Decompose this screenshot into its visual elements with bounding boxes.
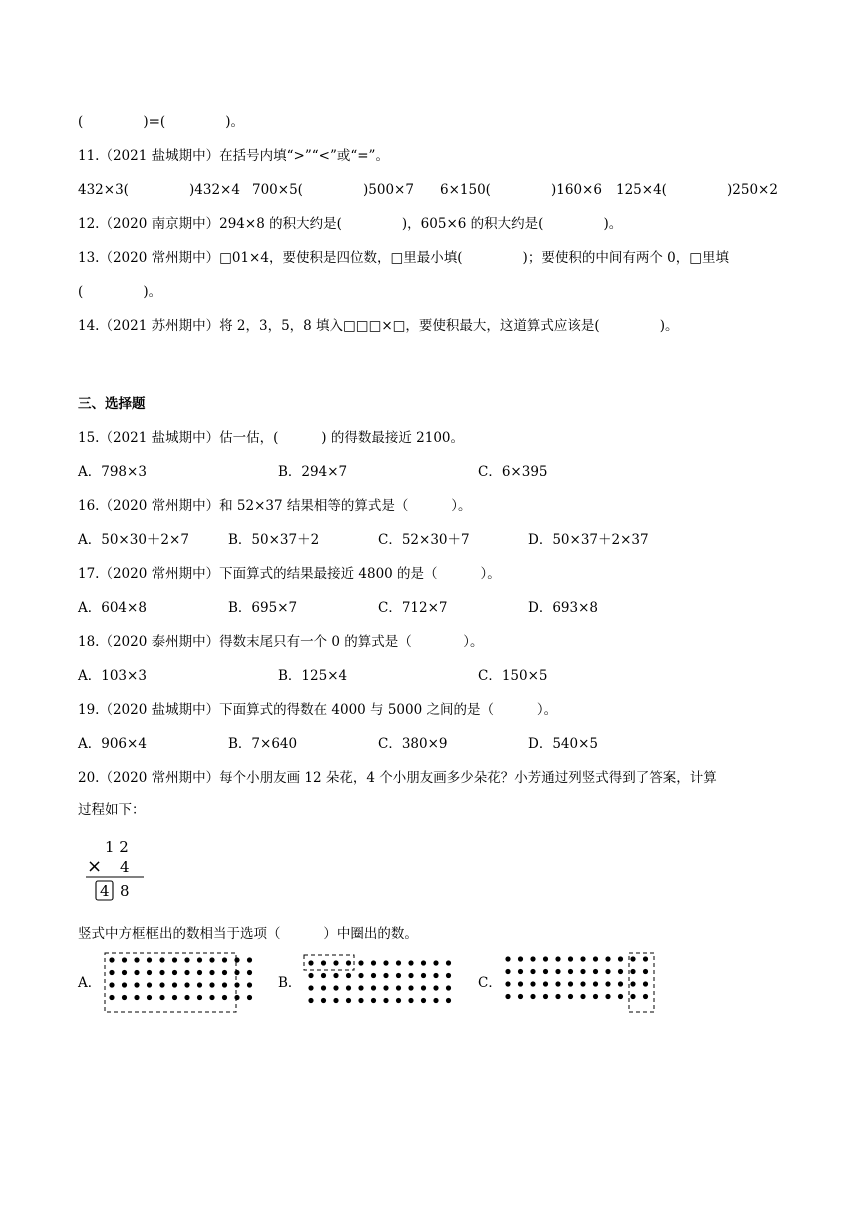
dot [568, 994, 573, 999]
dot [308, 985, 313, 990]
dot [122, 982, 127, 987]
dot [408, 998, 413, 1003]
q20-option-b-label: B． [278, 975, 302, 991]
dot [643, 994, 648, 999]
dot [321, 973, 326, 978]
dot [383, 985, 388, 990]
dot [371, 985, 376, 990]
dot [159, 995, 164, 1000]
dot [543, 956, 548, 961]
dot [247, 957, 252, 962]
q19-option-c: C．380×9 [378, 736, 448, 752]
dot [433, 998, 438, 1003]
dot [568, 956, 573, 961]
dot [333, 985, 338, 990]
dot [197, 995, 202, 1000]
dot [580, 969, 585, 974]
dot [568, 981, 573, 986]
q20-option-a-label: A． [78, 975, 102, 991]
dot [371, 973, 376, 978]
dot [222, 995, 227, 1000]
dot [147, 995, 152, 1000]
dot [618, 969, 623, 974]
dot [234, 970, 239, 975]
dot [593, 981, 598, 986]
dot [518, 969, 523, 974]
dot [308, 998, 313, 1003]
dot [122, 957, 127, 962]
q17-option-d: D．693×8 [528, 600, 598, 616]
dot [184, 970, 189, 975]
dot [630, 994, 635, 999]
dot [358, 960, 363, 965]
section-title: 三、选择题 [78, 396, 146, 412]
dot [618, 981, 623, 986]
question-13-continued: ( )。 [78, 284, 163, 300]
dot [555, 969, 560, 974]
dot [209, 982, 214, 987]
dot [234, 995, 239, 1000]
question-20-continued: 过程如下： [78, 802, 146, 818]
dot [147, 970, 152, 975]
dot [159, 970, 164, 975]
dot [505, 981, 510, 986]
dot [109, 995, 114, 1000]
dot [518, 994, 523, 999]
dot [159, 957, 164, 962]
dot [518, 981, 523, 986]
dot [333, 998, 338, 1003]
dot [396, 973, 401, 978]
dot [197, 982, 202, 987]
dot [346, 985, 351, 990]
q18-option-a: A．103×3 [78, 668, 147, 684]
question-17: 17.（2020 常州期中）下面算式的结果最接近 4800 的是（ ）。 [78, 566, 501, 582]
question-12: 12.（2020 南京期中）294×8 的积大约是( )，605×6 的积大约是( )。 [78, 216, 623, 232]
calc-multiply-sign: × [87, 856, 103, 877]
dot [530, 956, 535, 961]
calc-top-number: 1 2 [105, 838, 129, 856]
q20-option-b-dot-array [300, 952, 465, 1014]
dot [630, 969, 635, 974]
dot [421, 960, 426, 965]
dot [247, 982, 252, 987]
dot [446, 960, 451, 965]
dot [109, 957, 114, 962]
dot [421, 985, 426, 990]
dot [197, 970, 202, 975]
dot [618, 956, 623, 961]
dot [433, 960, 438, 965]
calc-multiplier: 4 [120, 858, 130, 876]
dot [109, 970, 114, 975]
dot [308, 973, 313, 978]
dot [358, 973, 363, 978]
q19-option-d: D．540×5 [528, 736, 598, 752]
dot [134, 957, 139, 962]
dot [109, 982, 114, 987]
q15-option-a: A．798×3 [78, 464, 147, 480]
q11-comparison-2: 700×5( )500×7 [252, 182, 414, 198]
question-19: 19.（2020 盐城期中）下面算式的得数在 4000 与 5000 之间的是（ ）。 [78, 702, 558, 718]
dot [358, 985, 363, 990]
dot [383, 960, 388, 965]
dot [234, 957, 239, 962]
dot [408, 985, 413, 990]
dot [543, 969, 548, 974]
dot [383, 973, 388, 978]
dot [605, 994, 610, 999]
dot [172, 982, 177, 987]
dot [371, 960, 376, 965]
dot [421, 973, 426, 978]
dot [247, 970, 252, 975]
dot [234, 982, 239, 987]
dot [383, 998, 388, 1003]
dot [505, 994, 510, 999]
dot [172, 970, 177, 975]
dot [396, 985, 401, 990]
q16-option-b: B．50×37＋2 [228, 532, 320, 548]
question-20: 20.（2020 常州期中）每个小朋友画 12 朵花，4 个小朋友画多少朵花？小芳通过列竖式得到了答案，计算 [78, 770, 717, 786]
dot [530, 981, 535, 986]
dot [580, 981, 585, 986]
dot [147, 982, 152, 987]
dot [159, 982, 164, 987]
question-11: 11.（2021 盐城期中）在括号内填“>”“<”或“=”。 [78, 148, 389, 164]
dot [555, 994, 560, 999]
dot [321, 998, 326, 1003]
q16-option-c: C．52×30＋7 [378, 532, 470, 548]
dot [134, 982, 139, 987]
dot [643, 956, 648, 961]
dot [358, 998, 363, 1003]
question-13: 13.（2020 常州期中）□01×4，要使积是四位数，□里最小填( )；要使积的中间有两个 0，□里填 [78, 250, 729, 266]
q16-option-d: D．50×37＋2×37 [528, 532, 649, 548]
dot [630, 981, 635, 986]
q20-option-c-label: C． [478, 975, 502, 991]
dot [408, 960, 413, 965]
dot [247, 995, 252, 1000]
dot [446, 985, 451, 990]
dot [209, 957, 214, 962]
dot [593, 994, 598, 999]
q17-option-a: A．604×8 [78, 600, 147, 616]
dot [433, 973, 438, 978]
dot [346, 973, 351, 978]
dot [321, 960, 326, 965]
dot [605, 981, 610, 986]
q17-option-c: C．712×7 [378, 600, 448, 616]
dot [605, 956, 610, 961]
dot [172, 957, 177, 962]
q11-comparison-3: 6×150( )160×6 [440, 182, 602, 198]
dot [555, 956, 560, 961]
q18-option-b: B．125×4 [278, 668, 348, 684]
dot [122, 970, 127, 975]
question-15: 15.（2021 盐城期中）估一估，( ) 的得数最接近 2100。 [78, 430, 465, 446]
dot [505, 956, 510, 961]
dot [446, 998, 451, 1003]
dot [222, 982, 227, 987]
line-blank-pair: ( )=( )。 [78, 114, 245, 130]
dot [346, 998, 351, 1003]
dot [543, 981, 548, 986]
dot [184, 957, 189, 962]
dot [643, 981, 648, 986]
dot [618, 994, 623, 999]
dot [543, 994, 548, 999]
dot [396, 960, 401, 965]
q16-option-a: A．50×30＋2×7 [78, 532, 189, 548]
dot [333, 973, 338, 978]
calc-last-digit: 8 [120, 882, 130, 900]
dot [605, 969, 610, 974]
dot [333, 960, 338, 965]
question-18: 18.（2020 泰州期中）得数末尾只有一个 0 的算式是（ ）。 [78, 634, 484, 650]
q20-option-c-dot-array [498, 952, 663, 1014]
dot [555, 981, 560, 986]
dot [321, 985, 326, 990]
dot [568, 969, 573, 974]
dot [184, 995, 189, 1000]
dot [408, 973, 413, 978]
q19-option-b: B．7×640 [228, 736, 298, 752]
q20-option-a-dot-array [100, 952, 265, 1014]
dot [630, 956, 635, 961]
dot [580, 994, 585, 999]
dot [134, 995, 139, 1000]
dot [433, 985, 438, 990]
dot [172, 995, 177, 1000]
dot [346, 960, 351, 965]
dot [147, 957, 152, 962]
dot [209, 970, 214, 975]
dot [184, 982, 189, 987]
q19-option-a: A．906×4 [78, 736, 147, 752]
dot [209, 995, 214, 1000]
dot [371, 998, 376, 1003]
dot [122, 995, 127, 1000]
dot [134, 970, 139, 975]
q17-option-b: B．695×7 [228, 600, 298, 616]
q11-comparison-1: 432×3( )432×4 [78, 182, 240, 198]
dot [222, 957, 227, 962]
dot [518, 956, 523, 961]
calc-boxed-digit: 4 [100, 882, 110, 900]
q15-option-b: B．294×7 [278, 464, 348, 480]
vertical-multiplication [84, 834, 154, 906]
question-14: 14.（2021 苏州期中）将 2，3，5，8 填入□□□×□，要使积最大，这道算式应该是( )。 [78, 318, 679, 334]
dot [222, 970, 227, 975]
dot [580, 956, 585, 961]
question-20-prompt: 竖式中方框框出的数相当于选项（ ）中圈出的数。 [78, 926, 418, 942]
dot [446, 973, 451, 978]
dot [308, 960, 313, 965]
dot [505, 969, 510, 974]
dot [396, 998, 401, 1003]
dot [593, 969, 598, 974]
q11-comparison-4: 125×4( )250×2 [616, 182, 778, 198]
dot [643, 969, 648, 974]
q18-option-c: C．150×5 [478, 668, 548, 684]
question-16: 16.（2020 常州期中）和 52×37 结果相等的算式是（ ）。 [78, 498, 472, 514]
dot [530, 994, 535, 999]
dot [197, 957, 202, 962]
dot [530, 969, 535, 974]
q15-option-c: C．6×395 [478, 464, 548, 480]
dot [593, 956, 598, 961]
dot [421, 998, 426, 1003]
